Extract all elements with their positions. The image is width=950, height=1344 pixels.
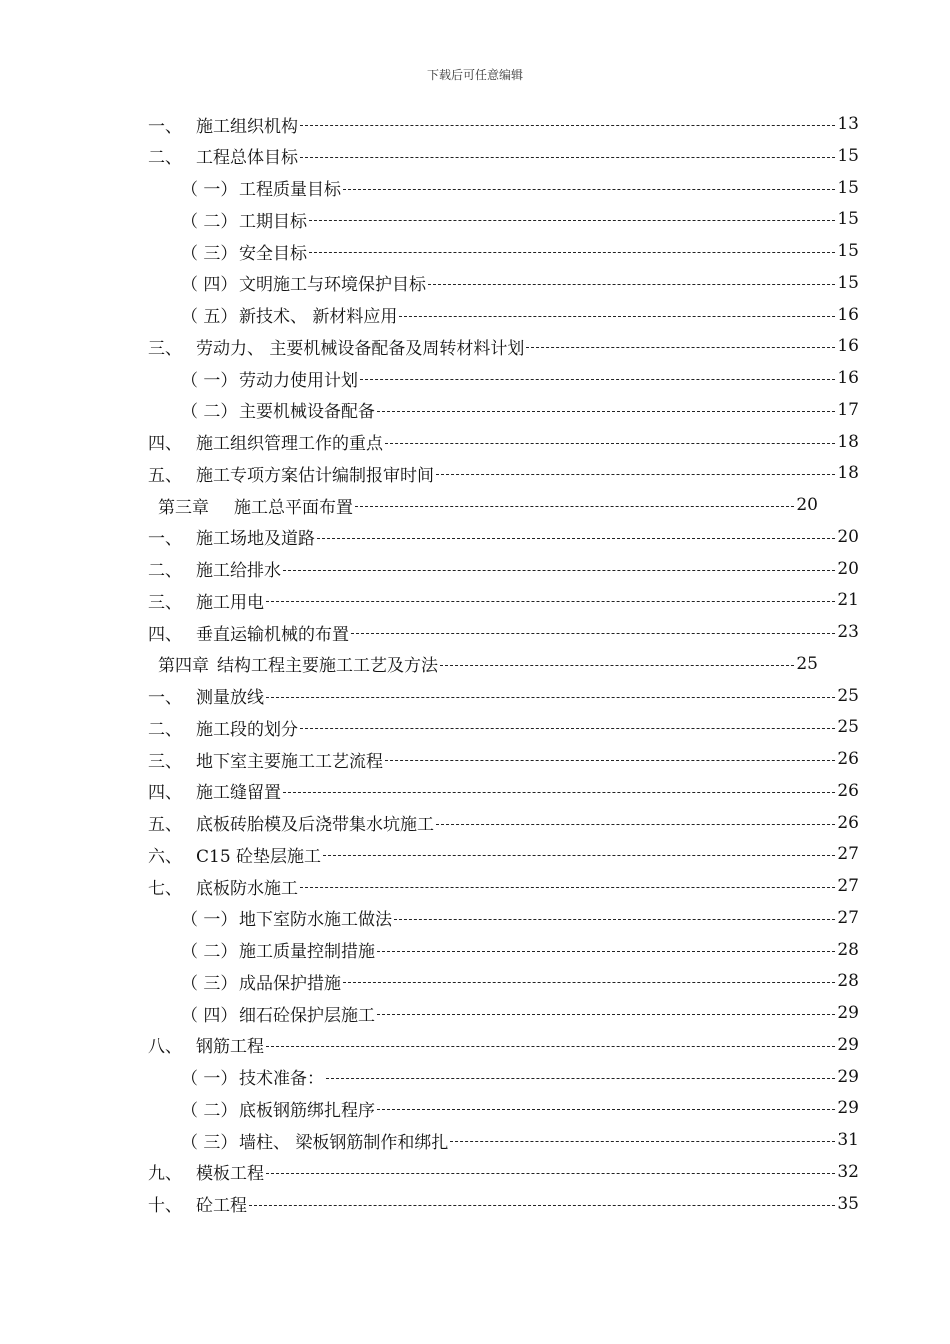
toc-entry-title: 地下室防水施工做法: [239, 910, 392, 931]
toc-entry-number: （ 二）: [181, 211, 238, 232]
toc-entry-page-number: 15: [837, 272, 859, 293]
toc-entry-title: 施工专项方案估计编制报审时间: [196, 465, 434, 486]
toc-entry[interactable]: [148, 330, 859, 362]
toc-entry-page-number: 23: [837, 622, 859, 642]
toc-entry-page-number: 15: [837, 177, 859, 198]
toc-entry[interactable]: [181, 362, 859, 394]
toc-entry[interactable]: [148, 457, 859, 489]
toc-dot-leader: [377, 1013, 835, 1015]
toc-dot-leader: [309, 251, 835, 253]
toc-dot-leader: [300, 124, 835, 126]
toc-dot-leader: [283, 791, 835, 793]
toc-entry[interactable]: [148, 426, 859, 458]
toc-entry-title: 劳动力、 主要机械设备配备及周转材料计划: [196, 338, 525, 359]
toc-entry-title: 施工给排水: [196, 561, 281, 581]
toc-entry-number: （ 一）: [181, 180, 238, 200]
toc-entry-number: 三、: [148, 592, 182, 613]
toc-entry-page-number: 20: [837, 558, 859, 579]
toc-entry[interactable]: [148, 553, 859, 585]
toc-entry[interactable]: [148, 807, 859, 839]
toc-entry-page-number: 29: [837, 1034, 859, 1055]
toc-entry-page-number: 29: [837, 1066, 859, 1087]
toc-entry-page-number: 15: [837, 209, 859, 230]
toc-entry[interactable]: [148, 1188, 859, 1220]
toc-entry-page-number: 16: [837, 336, 859, 357]
toc-entry[interactable]: [181, 267, 859, 299]
toc-entry-page-number: 28: [837, 971, 859, 992]
toc-entry-number: （ 四）: [181, 275, 238, 296]
toc-dot-leader: [317, 537, 835, 539]
toc-entry[interactable]: [181, 1124, 859, 1156]
toc-entry[interactable]: [181, 299, 859, 331]
toc-dot-leader: [440, 664, 794, 666]
toc-entry-number: （ 三）: [181, 1132, 238, 1153]
toc-entry[interactable]: [148, 140, 859, 172]
toc-entry-title: 砼工程: [196, 1196, 247, 1216]
toc-dot-leader: [355, 505, 794, 507]
toc-entry-title: 劳动力使用计划: [239, 370, 358, 391]
toc-entry-title: 安全目标: [239, 243, 307, 264]
toc-entry-page-number: 27: [837, 907, 859, 928]
toc-dot-leader: [343, 981, 835, 983]
toc-entry[interactable]: [181, 203, 859, 235]
toc-entry-number: 一、: [148, 688, 182, 708]
toc-entry-page-number: 29: [837, 1003, 859, 1023]
toc-dot-leader: [249, 1204, 835, 1206]
toc-entry[interactable]: [181, 965, 859, 997]
toc-entry-page-number: 25: [837, 685, 859, 706]
toc-dot-leader: [326, 1077, 835, 1079]
toc-entry-title: C15 砼垫层施工: [196, 846, 322, 867]
toc-entry-number: 一、: [148, 529, 182, 550]
toc-entry-number: 三、: [148, 751, 182, 772]
toc-dot-leader: [266, 696, 835, 698]
toc-entry-page-number: 20: [837, 526, 859, 547]
toc-dot-leader: [394, 918, 835, 920]
toc-dot-leader: [266, 1172, 835, 1174]
toc-entry-number: （ 三）: [181, 973, 238, 994]
toc-entry[interactable]: [181, 1061, 859, 1093]
toc-entry-title: 底板砖胎模及后浇带集水坑施工: [196, 815, 434, 835]
toc-entry-number: 三、: [148, 338, 182, 359]
toc-dot-leader: [377, 1108, 835, 1110]
toc-dot-leader: [428, 283, 835, 285]
toc-entry-page-number: 25: [796, 653, 818, 674]
toc-entry[interactable]: [148, 680, 859, 712]
toc-entry-page-number: 16: [837, 304, 859, 325]
toc-entry-title: 新技术、 新材料应用: [239, 307, 398, 327]
toc-entry-title: 工期目标: [239, 211, 307, 232]
toc-entry-page-number: 35: [837, 1193, 859, 1214]
toc-entry[interactable]: [181, 934, 859, 966]
toc-entry-title: 结构工程主要施工工艺及方法: [217, 656, 438, 677]
toc-dot-leader: [526, 346, 835, 348]
toc-entry-title: 工程总体目标: [196, 148, 298, 169]
toc-dot-leader: [351, 632, 835, 634]
toc-dot-leader: [343, 188, 835, 190]
toc-entry-title: 模板工程: [196, 1164, 264, 1185]
toc-entry[interactable]: [148, 838, 859, 870]
toc-entry-number: 六、: [148, 846, 182, 867]
toc-entry-number: （ 三）: [181, 243, 238, 264]
toc-dot-leader: [283, 569, 835, 571]
toc-entry-title: 底板钢筋绑扎程序: [239, 1100, 375, 1121]
toc-entry-number: 一、: [148, 116, 182, 137]
toc-entry-number: 五、: [148, 815, 182, 835]
toc-entry-number: （ 五）: [181, 307, 238, 327]
toc-entry-number: 五、: [148, 465, 182, 486]
toc-dot-leader: [266, 1045, 835, 1047]
toc-chapter-entry[interactable]: [158, 648, 818, 680]
toc-entry-page-number: 32: [837, 1161, 859, 1182]
toc-entry-page-number: 18: [837, 463, 859, 484]
toc-entry-number: 第四章: [158, 656, 209, 677]
toc-dot-leader: [377, 950, 835, 952]
toc-entry-title: 文明施工与环境保护目标: [239, 275, 426, 296]
toc-entry[interactable]: [148, 870, 859, 902]
toc-dot-leader: [309, 219, 835, 221]
toc-entry-title: 细石砼保护层施工: [239, 1005, 375, 1026]
toc-entry-page-number: 21: [837, 590, 859, 611]
toc-entry-number: 第三章: [158, 497, 209, 518]
toc-dot-leader: [450, 1140, 835, 1142]
toc-entry-number: （ 二）: [181, 942, 238, 962]
toc-dot-leader: [385, 442, 835, 444]
toc-entry-number: 二、: [148, 719, 182, 740]
toc-entry-page-number: 15: [837, 241, 859, 261]
toc-entry-page-number: 27: [837, 876, 859, 896]
toc-dot-leader: [385, 759, 835, 761]
toc-entry[interactable]: [181, 235, 859, 267]
page-header: 下载后可任意编辑: [426, 68, 523, 82]
toc-entry-title: 主要机械设备配备: [239, 402, 375, 423]
toc-chapter-entry[interactable]: [158, 489, 818, 521]
toc-entry-title: 施工质量控制措施: [239, 942, 375, 962]
toc-dot-leader: [399, 315, 835, 317]
toc-entry-page-number: 17: [837, 399, 859, 420]
toc-entry-page-number: 16: [837, 368, 859, 388]
toc-entry[interactable]: [181, 1092, 859, 1124]
toc-entry-title: 施工缝留置: [196, 783, 281, 804]
toc-entry-page-number: 15: [837, 145, 859, 166]
toc-entry[interactable]: [181, 902, 859, 934]
toc-dot-leader: [436, 823, 835, 825]
toc-entry[interactable]: [148, 108, 859, 140]
toc-entry-number: （ 一）: [181, 370, 238, 391]
toc-entry[interactable]: [181, 172, 859, 204]
toc-entry-number: （ 一）: [181, 910, 238, 931]
toc-entry-title: 技术准备：: [239, 1069, 324, 1089]
toc-entry-page-number: 29: [837, 1098, 859, 1119]
toc-dot-leader: [300, 156, 835, 158]
toc-entry[interactable]: [148, 616, 859, 648]
toc-entry-title: 钢筋工程: [196, 1037, 264, 1058]
toc-entry-page-number: 31: [837, 1130, 859, 1150]
toc-dot-leader: [266, 600, 835, 602]
toc-entry-title: 地下室主要施工工艺流程: [196, 751, 383, 772]
toc-dot-leader: [300, 886, 835, 888]
toc-entry-page-number: 27: [837, 844, 859, 865]
toc-dot-leader: [323, 854, 835, 856]
toc-entry[interactable]: [148, 743, 859, 775]
toc-entry-title: 施工组织管理工作的重点: [196, 434, 383, 454]
toc-entry-number: （ 四）: [181, 1005, 238, 1026]
toc-entry-page-number: 28: [837, 939, 859, 960]
toc-entry-number: （ 二）: [181, 1100, 238, 1121]
toc-dot-leader: [436, 473, 835, 475]
toc-entry[interactable]: [181, 997, 859, 1029]
toc-entry-number: 二、: [148, 148, 182, 169]
toc-entry-page-number: 25: [837, 717, 859, 738]
toc-entry[interactable]: [148, 711, 859, 743]
toc-entry-title: 工程质量目标: [239, 180, 341, 200]
toc-entry-page-number: 26: [837, 812, 859, 833]
toc-entry-title: 施工组织机构: [196, 116, 298, 137]
toc-entry-title: 施工总平面布置: [234, 497, 353, 518]
toc-entry[interactable]: [148, 584, 859, 616]
toc-entry-number: （ 二）: [181, 402, 238, 423]
toc-entry-number: 四、: [148, 624, 182, 645]
toc-entry-title: 底板防水施工: [196, 878, 298, 899]
toc-entry[interactable]: [148, 521, 859, 553]
toc-entry[interactable]: [148, 1029, 859, 1061]
toc-entry[interactable]: [148, 1156, 859, 1188]
toc-entry-title: 施工段的划分: [196, 719, 298, 740]
toc-entry-number: 四、: [148, 783, 182, 804]
toc-entry-number: 二、: [148, 561, 182, 581]
toc-dot-leader: [300, 727, 835, 729]
toc-entry-title: 测量放线: [196, 688, 264, 708]
toc-dot-leader: [377, 410, 835, 412]
toc-entry[interactable]: [181, 394, 859, 426]
toc-entry-title: 墙柱、 梁板钢筋制作和绑扎: [239, 1132, 449, 1153]
toc-entry-title: 成品保护措施: [239, 973, 341, 994]
toc-entry-page-number: 26: [837, 780, 859, 801]
toc-entry[interactable]: [148, 775, 859, 807]
toc-entry-page-number: 13: [837, 114, 859, 134]
toc-dot-leader: [360, 378, 835, 380]
toc-entry-number: （ 一）: [181, 1069, 238, 1089]
toc-entry-number: 七、: [148, 878, 182, 899]
toc-entry-title: 施工场地及道路: [196, 529, 315, 550]
toc-entry-page-number: 18: [837, 431, 859, 452]
toc-entry-number: 四、: [148, 434, 182, 454]
toc-entry-page-number: 26: [837, 749, 859, 769]
toc-entry-number: 十、: [148, 1196, 182, 1216]
toc-entry-number: 九、: [148, 1164, 182, 1185]
toc-entry-number: 八、: [148, 1037, 182, 1058]
toc-entry-title: 施工用电: [196, 592, 264, 613]
toc-entry-title: 垂直运输机械的布置: [196, 624, 349, 645]
toc-entry-page-number: 20: [796, 495, 818, 515]
